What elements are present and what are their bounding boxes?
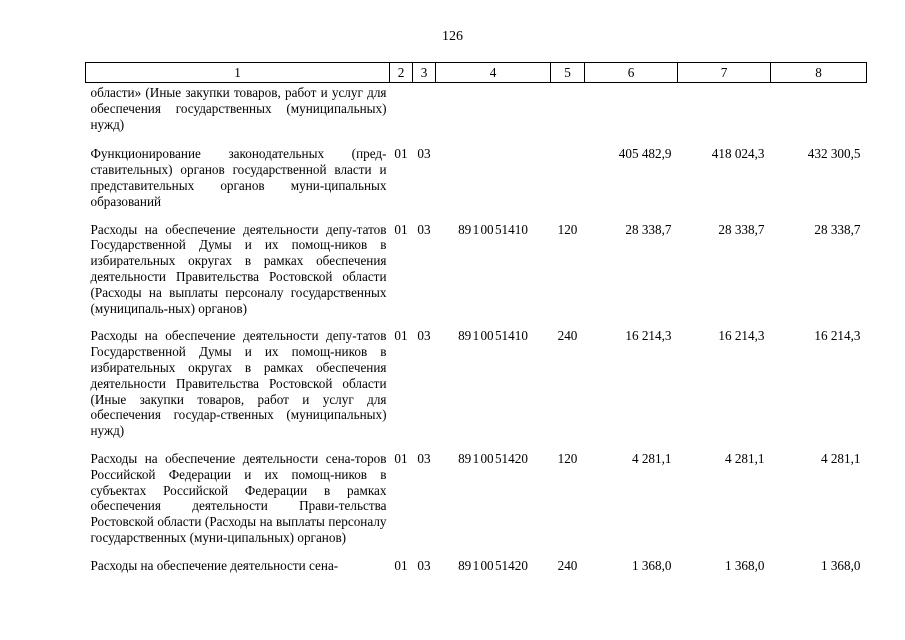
row-amount-col8: 432 300,5 [807, 146, 861, 162]
row-amount-col6: 16 214,3 [625, 328, 672, 344]
row-section-code: 01 [394, 450, 408, 466]
row-amount-col8: 1 368,0 [820, 557, 861, 573]
row-amount-col6: 4 281,1 [631, 450, 672, 466]
row-amount-col6: 28 338,7 [625, 221, 672, 237]
row-amount-col7: 16 214,3 [718, 328, 765, 344]
row-description: Расходы на обеспечение деятельности депу-татов Государственной Думы и их помощ-ников в избирательных округах в рамках обеспечения деятельности Правительства Ростовской области (Иные закупки товаров, работ и услуг для обеспечения государ-ственных (муниципальных) нужд) [90, 328, 387, 439]
row-amount-col7: 4 281,1 [724, 450, 765, 466]
table-row [86, 132, 867, 209]
row-subsection-code: 03 [417, 450, 431, 466]
row-target-article [436, 132, 551, 209]
header-cell-3: 3 [413, 63, 436, 83]
row-amount-col7: 28 338,7 [718, 221, 765, 237]
header-cell-7: 7 [678, 63, 771, 83]
budget-table [85, 62, 867, 574]
row-subsection-code: 03 [417, 328, 431, 344]
row-expense-type [551, 132, 585, 209]
row-amount-col8: 16 214,3 [814, 328, 861, 344]
row-description: Функционирование законодательных (пред-ставительных) органов государственной власти и представительных органов муни-ципальных образований [90, 146, 387, 209]
row-section-code: 01 [394, 328, 408, 344]
row-expense-type: 240 [557, 557, 578, 573]
row-expense-type: 120 [557, 221, 578, 237]
row-amount-col7: 418 024,3 [711, 146, 765, 162]
row-amount-col6: 405 482,9 [618, 146, 672, 162]
row-description: Расходы на обеспечение деятельности сена-торов Российской Федерации и их помощ-ников в субъектах Российской Федерации в рамках обеспечения деятельности Прави-тельства Ростовской области (Расходы на выплаты персоналу государственных (муни-ципальных) органов) [90, 450, 387, 545]
row-section-code: 01 [394, 146, 408, 162]
row-expense-type: 240 [557, 328, 578, 344]
row-target-article: 89 1 00 51410 [458, 328, 528, 344]
header-cell-1: 1 [86, 63, 390, 83]
row-amount-col7: 1 368,0 [724, 557, 765, 573]
row-subsection-code: 03 [417, 146, 431, 162]
row-amount-col6: 1 368,0 [631, 557, 672, 573]
table-row [86, 546, 867, 574]
row-amount-col8: 4 281,1 [820, 450, 861, 466]
row-amount-col8: 28 338,7 [814, 221, 861, 237]
header-cell-4: 4 [436, 63, 551, 83]
row-target-article: 89 1 00 51410 [458, 221, 528, 237]
row-target-article: 89 1 00 51420 [458, 450, 528, 466]
header-cell-2: 2 [390, 63, 413, 83]
row-subsection-code: 03 [417, 557, 431, 573]
continuation-row [86, 83, 867, 133]
table-row [86, 210, 867, 317]
row-subsection-code: 03 [417, 221, 431, 237]
table-row [86, 316, 867, 439]
table-row [86, 439, 867, 546]
row-target-article: 89 1 00 51420 [458, 557, 528, 573]
row-description: Расходы на обеспечение деятельности сена- [90, 557, 339, 573]
header-cell-6: 6 [585, 63, 678, 83]
header-cell-8: 8 [771, 63, 867, 83]
header-row [86, 63, 867, 83]
page-number: 126 [442, 29, 463, 44]
row-description: Расходы на обеспечение деятельности депу-татов Государственной Думы и их помощ-ников в избирательных округах в рамках обеспечения деятельности Правительства Ростовской области (Расходы на выплаты персоналу государственных (муниципаль-ных) органов) [90, 221, 387, 316]
row-section-code: 01 [394, 557, 408, 573]
row-section-code: 01 [394, 221, 408, 237]
header-cell-5: 5 [551, 63, 585, 83]
row-expense-type: 120 [557, 450, 578, 466]
continuation-text: области» (Иные закупки товаров, работ и услуг для обеспечения государственных (муниципальных) нужд) [90, 85, 387, 132]
